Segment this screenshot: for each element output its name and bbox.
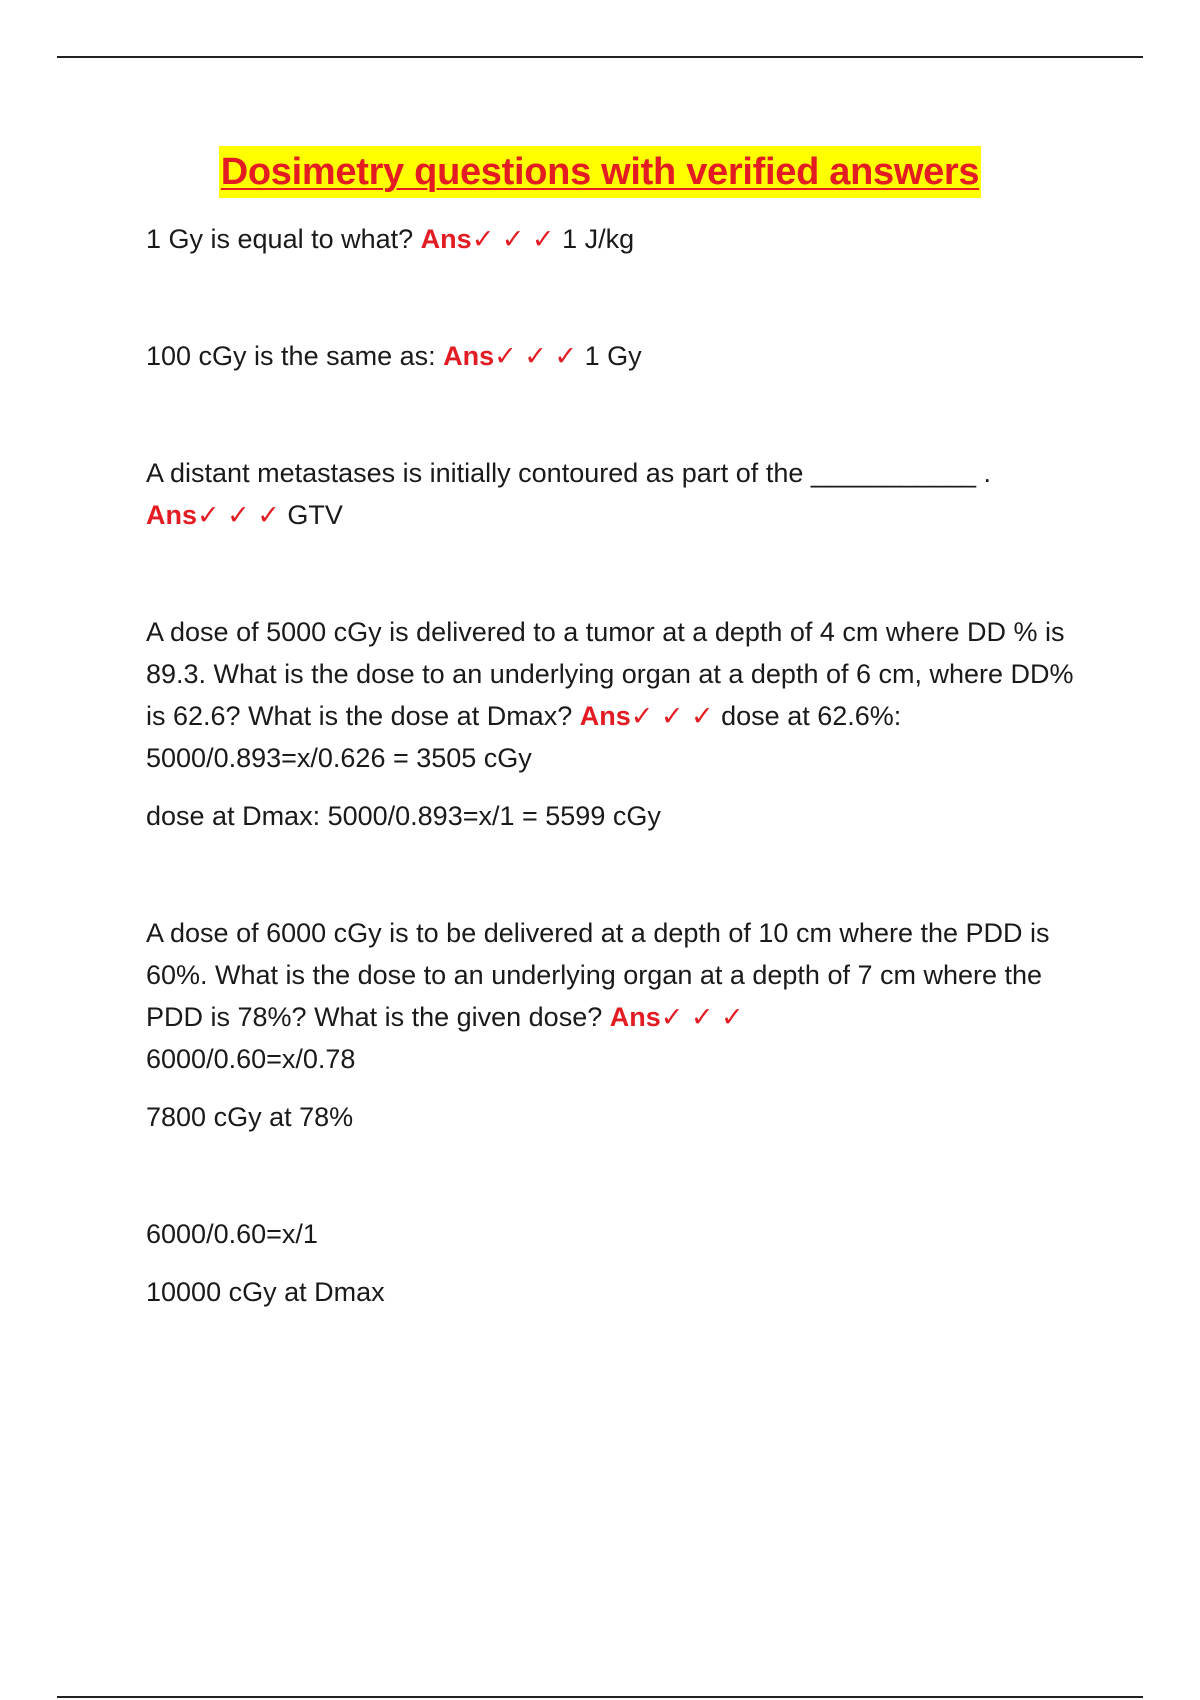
checkmark-icon: ✓ ✓ ✓ [630,701,714,731]
checkmark-icon: ✓ ✓ ✓ [471,224,555,254]
answer-extra-line: 7800 cGy at 78% [146,1102,354,1132]
answer-extra-line: 10000 cGy at Dmax [146,1277,385,1307]
document-title: Dosimetry questions with verified answers [219,146,981,198]
answer-text: dose at 62.6%: 5000/0.893=x/0.626 = 3505 cGy [146,701,902,773]
checkmark-icon: ✓ ✓ ✓ [660,1002,744,1032]
qa-item-1 [146,218,1096,260]
answer-label: Ans [420,224,472,254]
question-text: A distant metastases is initially contoured as part of the ___________ . [146,458,992,488]
question-text: A dose of 5000 cGy is delivered to a tumor at a depth of 4 cm where DD % is 89.3. What is the dose to an underlying organ at a depth of 6 cm, where DD% is 62.6? What is the dose at Dmax? [146,617,1074,731]
title-container [0,146,1200,198]
qa-item-3 [146,452,1096,536]
top-rule [57,56,1143,58]
qa-item-4 [146,611,1096,779]
question-text: 100 cGy is the same as: [146,341,436,371]
answer-label: Ans [579,701,631,731]
answer-extra-line: 6000/0.60=x/1 [146,1219,318,1249]
bottom-rule [57,1696,1143,1698]
answer-label: Ans [443,341,495,371]
answer-extra-line: dose at Dmax: 5000/0.893=x/1 = 5599 cGy [146,801,661,831]
answer-label: Ans [609,1002,661,1032]
answer-text: 6000/0.60=x/0.78 [146,1044,356,1074]
answer-text: GTV [287,500,343,530]
question-text: 1 Gy is equal to what? [146,224,414,254]
checkmark-icon: ✓ ✓ ✓ [494,341,578,371]
answer-label: Ans [146,500,198,530]
answer-text: 1 J/kg [562,224,635,254]
qa-item-2 [146,335,1096,377]
checkmark-icon: ✓ ✓ ✓ [197,500,280,530]
qa-item-5 [146,912,1096,1080]
answer-text: 1 Gy [584,341,642,371]
question-text: A dose of 6000 cGy is to be delivered at a depth of 10 cm where the PDD is 60%. What is the dose to an underlying organ at a depth of 7 cm where the PDD is 78%? What is the given dose? [146,918,1050,1032]
qa-content [146,218,1096,1313]
